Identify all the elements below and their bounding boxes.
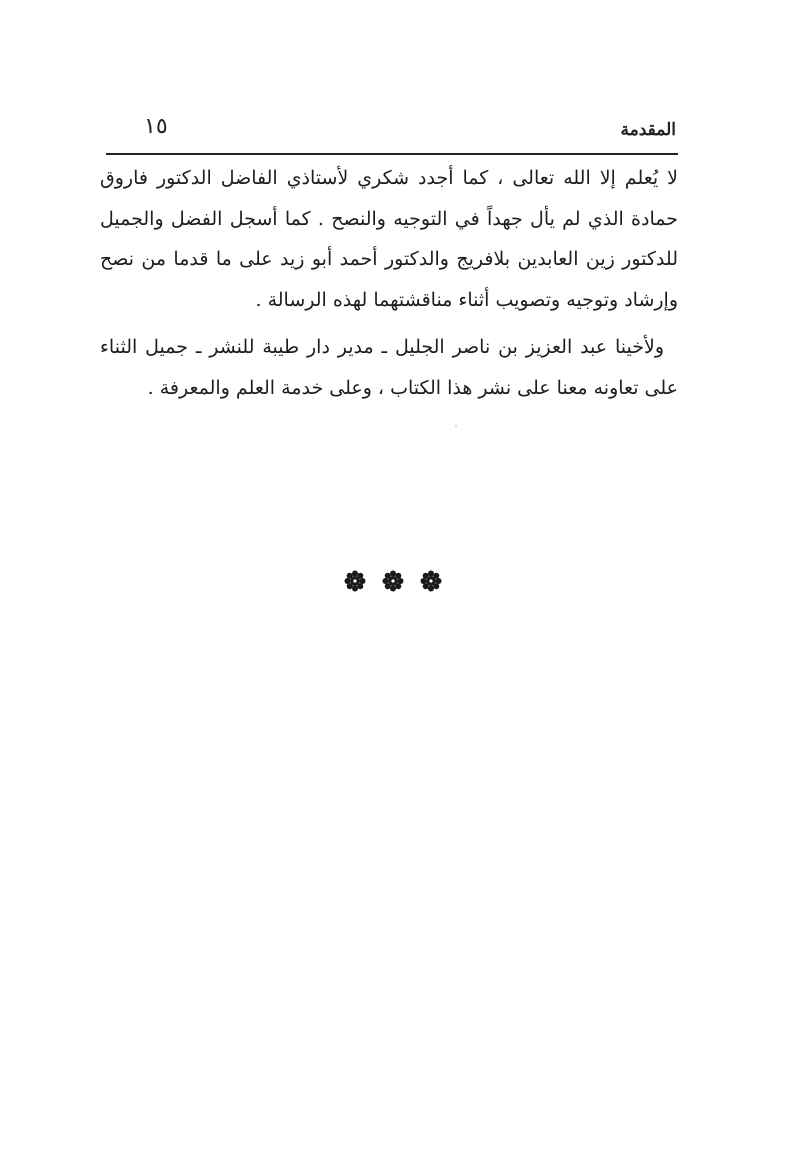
paragraph-acknowledgement: لا يُعلم إلا الله تعالى ، كما أجدد شكري لأستاذي الفاضل الدكتور فاروق حمادة الذي لم يأل جهداً في التوجيه والنصح . كما أسجل الفضل والجميل للدكتور زين العابدين بلافريج والدكتور أحمد أبو زيد على ما قدما من نصح وإرشاد وتوجيه وتصويب أثناء مناقشتهما لهذه الرسالة .: [100, 167, 678, 311]
paragraph-publisher-thanks: ولأخينا عبد العزيز بن ناصر الجليل ـ مدير دار طيبة للنشر ـ جميل الثناء على تعاونه معنا على نشر هذا الكتاب ، وعلى خدمة العلم والمعرفة .: [100, 336, 678, 399]
eight-petal-flower-icon: [343, 569, 367, 593]
running-header: [108, 112, 676, 154]
section-title: المقدمة: [620, 120, 676, 140]
section-end-ornaments: [343, 566, 443, 596]
eight-petal-flower-icon: [419, 569, 443, 593]
eight-petal-flower-icon: [381, 569, 405, 593]
page-number: ١٥: [144, 114, 168, 139]
paper-speck: [455, 425, 457, 427]
body-text: [100, 158, 678, 408]
header-rule: [106, 153, 678, 155]
